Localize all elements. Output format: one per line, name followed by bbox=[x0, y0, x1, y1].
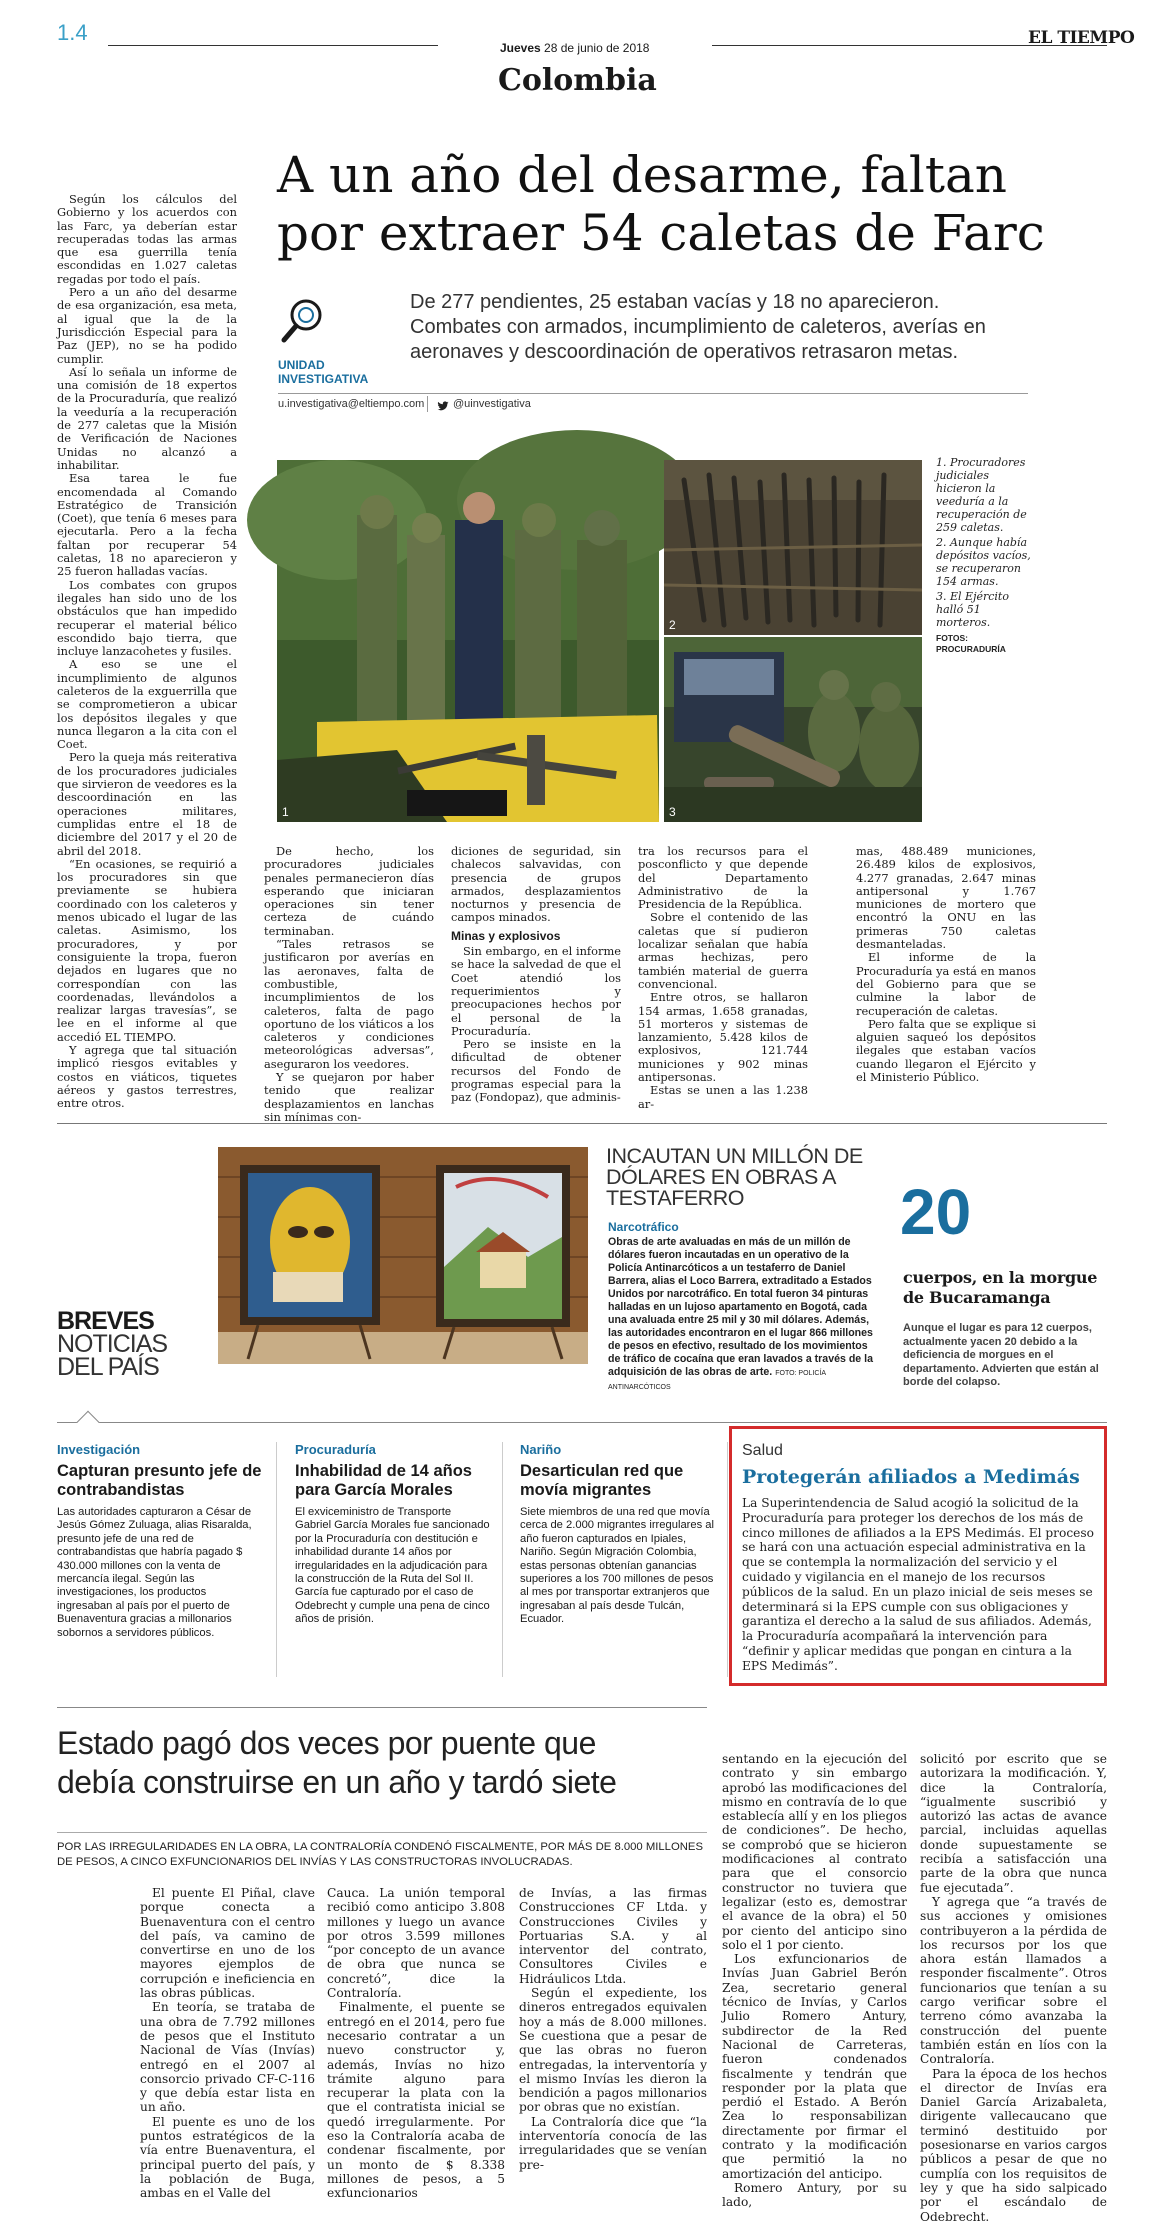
brief-investigacion bbox=[57, 1442, 262, 1640]
main-story-column-2 bbox=[264, 844, 434, 1124]
section-title: Colombia bbox=[498, 63, 657, 98]
photo-number: 1 bbox=[282, 805, 289, 819]
bridge-column-5 bbox=[920, 1752, 1107, 2224]
stat-title: cuerpos, en la morgue de Bucaramanga bbox=[903, 1268, 1098, 1307]
paragraph: sentando en la ejecución del contrato y sin embargo aprobó las modificaciones del mismo en contravía de lo que establecía allí y en los pliegos de condiciones”. De hecho, se comprobó que se hicieron modificaciones al contrato para que el consorcio constructor no tuviera que legalizar (esto es, demostrar el avance de la obra) el 50 por ciento del anticipo sino solo el 1 por ciento. bbox=[722, 1752, 907, 1952]
paragraph: Pero se insiste en la dificultad de obtener recursos del Fondo de programas especial para la paz (Fondopaz), que adminis- bbox=[451, 1037, 621, 1105]
paragraph: Estas se unen a las 1.238 ar- bbox=[638, 1083, 808, 1111]
paragraph: Pero a un año del desarme de esa organización, esa meta, al igual que la de la Jurisdicción Especial para la Paz (JEP), no se ha podido cumplir. bbox=[57, 285, 237, 366]
art-headline: INCAUTAN UN MILLÓN DE DÓLARES EN OBRAS A TESTAFERRO bbox=[606, 1144, 863, 1210]
paragraph: Así lo señala un informe de una comisión de 18 expertos de la Procuraduría, que realizó la veeduría a la recuperación de 277 caletas que la Misión de Verificación de Naciones Unidas no alcanzó a inhabilitar. bbox=[57, 364, 237, 472]
bridge-headline-line-2: debía construirse en un año y tardó siete bbox=[57, 1764, 617, 1800]
bridge-deck: POR LAS IRREGULARIDADES EN LA OBRA, LA CONTRALORÍA CONDENÓ FISCALMENTE, POR MÁS DE 8.000 MILLONES DE PESOS, A CINCO EXFUNCIONARIOS DEL INVÍAS Y LAS CONSTRUCTORAS INVOLUCRADAS. bbox=[57, 1841, 703, 1868]
byline-separator bbox=[427, 396, 428, 412]
art-body-text: Obras de arte avaluadas en más de un millón de dólares fueron incautadas en un operativo de la Policía Antinarcóticos a un testaferro de Daniel Barrera, alias el Loco Barrera, extraditado a Estados Unidos por narcotráfico. En total fueron 34 pinturas halladas en un lujoso apartamento en Bogotá, cada una avaluada entre 25 mil y 30 mil dólares. Además, las autoridades encontraron en el lugar 866 millones de pesos en efectivo, resultado de los movimientos de tráfico de cocaína que eran lavados a través de la adquisición de las obras de arte. bbox=[608, 1236, 873, 1378]
bridge-deck-rule bbox=[57, 1832, 707, 1833]
paragraph: La Contraloría dice que “la interventoría conocía de las irregularidades que se venían pre- bbox=[519, 2114, 707, 2172]
paragraph: Según el expediente, los dineros entregados equivalen hoy a más de 8.000 millones. Se cuestiona que a pesar de que las obras no fueron entregadas, la interventoría y el mismo Invías les dieron la bendición a pagos millonarios por obras que no existían. bbox=[519, 1986, 707, 2115]
paragraph: El informe de la Procuraduría ya está en manos del Gobierno para que se culmine la labor de recuperación de caletas. bbox=[856, 950, 1036, 1018]
art-section: Narcotráfico bbox=[608, 1220, 679, 1234]
breves-label bbox=[57, 1307, 168, 1381]
main-headline-line-1: A un año del desarme, faltan bbox=[277, 146, 1007, 204]
paragraph: “Tales retrasos se justificaron por averías en las aeronaves, falta de combustible, incumplimientos de los caleteros, falta de pago oportuno de los viáticos a los caleteros y condiciones meteorológicas adversas”, aseguraron los veedores. bbox=[264, 937, 434, 1071]
brief-section: Salud bbox=[742, 1442, 783, 1459]
main-headline bbox=[277, 146, 1045, 262]
photo-weapons-cache bbox=[664, 460, 922, 635]
paragraph: Los combates con grupos ilegales han sido uno de los obstáculos que han impedido recuperar el material bélico escondido bajo tierra, que incluye lanzacohetes y fusiles. bbox=[57, 577, 237, 659]
stat-body: Aunque el lugar es para 12 cuerpos, actualmente yacen 20 debido a la deficiencia de morgues en el departamento. Advierten que están al borde del colapso. bbox=[903, 1322, 1099, 1388]
photo-mortars-truck bbox=[664, 637, 922, 822]
magnifier-icon bbox=[278, 295, 328, 345]
paragraph: Romero Antury, por su lado, bbox=[722, 2180, 907, 2210]
paragraph: Pero la queja más reiterativa de los procuradores judiciales que sirvieron de veedores es la descoordinación en las operaciones militares, cumplidas entre el 18 de diciembre del 2017 y el 20 de abril del 2018. bbox=[57, 750, 238, 858]
breves-label-line-3: DEL PAÍS bbox=[57, 1353, 159, 1381]
paragraph: Sobre el contenido de las caletas que sí pudieron localizar señalan que había armas hechizas, pero también material de guerra convencional. bbox=[638, 910, 808, 991]
paragraph: Según los cálculos del Gobierno y los acuerdos con las Farc, ya deberían estar recuperadas todas las armas que esa guerrilla tenía escondidas en 1.027 caletas regadas por todo el país. bbox=[57, 192, 237, 286]
bridge-divider bbox=[57, 1707, 707, 1708]
breves-label-line-2: NOTICIAS bbox=[57, 1330, 168, 1358]
unit-label bbox=[278, 358, 368, 386]
paragraph: diciones de seguridad, sin chalecos salvavidas, con presencia de grupos armados, desplazamientos nocturnos y presencia de campos minados. bbox=[451, 844, 621, 925]
brief-body: Las autoridades capturaron a César de Jesús Gómez Zuluaga, alias Risaralda, presunto jefe de una red de contrabandistas que habría pagado $ 430.000 millones con la venta de mercancía ilegal. Según las investigaciones, los productos ingresaban al país por el puerto de Buenaventura gracias a millonarios sobornos a servidores públicos. bbox=[57, 1506, 252, 1639]
art-photo-credit: FOTO: POLICÍA ANTINARCÓTICOS bbox=[608, 1370, 826, 1391]
paragraph: Y agrega que “a través de sus acciones y omisiones contribuyeron a la pérdida de los recursos por los que ahora están llamados a responder fiscalmente”. Otros funcionarios que tenían a su cargo verificar sobre el terreno cómo avanzaba la construcción del puente también están en líos con la Contraloría. bbox=[920, 1894, 1107, 2067]
main-story-column-5 bbox=[856, 845, 1036, 1085]
byline-rule bbox=[278, 393, 1028, 394]
stat-number: 20 bbox=[900, 1176, 972, 1248]
paragraph: “En ocasiones, se requirió a los procuradores sin que previamente se hubiera coordinado con los caleteros y menos ubicado el lugar de las caletas. Asimismo, los procuradores, y por consiguiente la tropa, fueron dejados en lugares que no correspondían con las coordenadas, llevándolos a realizar largas travesías”, se lee en el informe al que accedió EL TIEMPO. bbox=[57, 856, 237, 1044]
brief-body: La Superintendencia de Salud acogió la solicitud de la Procuraduría para proteger los derechos de los más de cinco millones de afiliados a la EPS Medimás. El proceso se hará con una actuación especial administrativa en la que se contempla la normalización del servicio y el cuidado y vigilancia en el manejo de los recursos públicos de la salud. En un plazo inicial de seis meses se determinará si la EPS cumple con sus obligaciones y garantiza el derecho a la salud de sus afiliados. Además, la Procuraduría acompañará la intervención para “definir y aplicar medidas que pongan en cintura a la EPS Medimás”. bbox=[742, 1496, 1094, 1673]
paragraph: Esa tarea le fue encomendada al Comando Estratégico de Transición (Coet), que tenía 6 meses para ejecutarla. Pero a la fecha faltan por recuperar 54 caletas, 18 no aparecieron y 25 fueron halladas vacías. bbox=[57, 471, 237, 579]
breves-divider bbox=[57, 1422, 1107, 1423]
page-date: Jueves 28 de junio de 2018 bbox=[500, 41, 650, 55]
main-story-column-1 bbox=[57, 192, 238, 1111]
brief-narino bbox=[520, 1442, 715, 1627]
bridge-column-2 bbox=[327, 1886, 505, 2201]
paragraph: Cauca. La unión temporal recibió como anticipo 3.808 millones y luego un avance por otros 3.599 millones “por concepto de un avance de obra que nunca se concretó”, dice la Contraloría. bbox=[327, 1886, 505, 2001]
paragraph: tra los recursos para el posconflicto y que depende del Departamento Administrativo de la Presidencia de la República. bbox=[638, 844, 808, 912]
paragraph: mas, 488.489 municiones, 26.489 kilos de explosivos, 4.277 granadas, 2.647 minas antipersonal y 1.767 municiones de mortero que encontró la ONU en las primeras 750 caletas desmanteladas. bbox=[856, 844, 1036, 952]
paragraph: de Invías, a las firmas Construcciones CF Ltda. y Construcciones Civiles y Portuarias S.A. y al interventor del contrato, Consultores Civiles e Hidráulicos Ltda. bbox=[519, 1886, 707, 1986]
brief-title: Desarticulan red que movía migrantes bbox=[520, 1462, 684, 1499]
unit-label-line-2: INVESTIGATIVA bbox=[278, 372, 369, 386]
section-divider bbox=[57, 1123, 1107, 1124]
bridge-headline-line-1: Estado pagó dos veces por puente que bbox=[57, 1725, 596, 1761]
caption-2: 2. Aunque había depósitos vacíos, se recuperaron 154 armas. bbox=[936, 536, 1031, 588]
paragraph: Sin embargo, en el informe se hace la salvedad de que el Coet atendió los requerimientos y preocupaciones hechos por el personal de la Procuraduría. bbox=[451, 944, 621, 1038]
bridge-column-4 bbox=[722, 1752, 907, 2210]
photo-soldiers-jungle bbox=[277, 460, 659, 822]
brand-logo: EL TIEMPO bbox=[1028, 28, 1135, 48]
brief-title: Inhabilidad de 14 años para García Morales bbox=[295, 1462, 472, 1499]
reporter-twitter: @uinvestigativa bbox=[453, 398, 531, 410]
caption-1: 1. Procuradores judiciales hicieron la veeduría a la recuperación de 259 caletas. bbox=[936, 456, 1027, 534]
brief-title: Protegerán afiliados a Medimás bbox=[742, 1466, 1080, 1488]
brief-title: Capturan presunto jefe de contrabandistas bbox=[57, 1462, 262, 1499]
paragraph: solicitó por escrito que se autorizara la modificación. Y, dice la Contraloría, “igualmente suscribió y autorizó las actas de avance parcial, incluidas aquellas donde supuestamente se recibía a satisfacción una parte de la obra que nunca fue ejecutada”. bbox=[920, 1752, 1107, 1895]
brief-section: Investigación bbox=[57, 1442, 141, 1457]
breves-divider-notch bbox=[77, 1411, 100, 1434]
paragraph: Pero falta que se explique si alguien saqueó los depósitos ilegales que estaban vacíos cuando llegaron el Ejército y el Ministerio Público. bbox=[856, 1016, 1036, 1085]
breves-label-line-1: BREVES bbox=[57, 1307, 154, 1335]
brief-section: Procuraduría bbox=[295, 1442, 376, 1457]
brief-separator bbox=[276, 1442, 277, 1677]
unit-label-line-1: UNIDAD bbox=[278, 358, 325, 372]
brief-salud bbox=[742, 1442, 1097, 1674]
paragraph: El puente El Piñal, clave porque conecta a Buenaventura con el centro del país, va camino de convertirse en uno de los mayores ejemplos de corrupción e ineficiencia en las obras públicas. bbox=[140, 1886, 315, 2001]
twitter-icon bbox=[437, 397, 449, 409]
photo-seized-paintings bbox=[218, 1147, 588, 1364]
photo-number: 2 bbox=[669, 618, 676, 632]
paragraph: Los exfuncionarios de Invías Juan Gabriel Berón Zea, secretario general técnico de Invías, y Carlos Julio Romero Antury, subdirector de la Red Nacional de Carreteras, fueron condenados fiscalmente y tendrán que responder por la plata que perdió el Estado. A Berón Zea lo responsabilizan directamente por firmar el contrato y la modificación que permitió la no amortización del anticipo. bbox=[722, 1952, 907, 2181]
art-body bbox=[608, 1236, 880, 1394]
main-deck: De 277 pendientes, 25 estaban vacías y 18 no aparecieron. Combates con armados, incumplimiento de caleteros, averías en aeronaves y descoordinación de operativos retrasaron metas. bbox=[410, 291, 986, 363]
main-headline-line-2: por extraer 54 caletas de Farc bbox=[277, 204, 1045, 262]
photo-credit: FOTOS: PROCURADURÍA bbox=[936, 633, 1006, 654]
paragraph: De hecho, los procuradores judiciales penales permanecieron días esperando que iniciaran operaciones sin tener certeza de cuándo terminaban. bbox=[264, 844, 434, 938]
paragraph: Y agrega que tal situación implicó riesgos evitables y costos en viáticos, tiquetes aéreos y gastos terrestres, entre otros. bbox=[57, 1043, 237, 1111]
paragraph: El puente es uno de los puntos estratégicos de la vía entre Buenaventura, el principal puerto del país, y la población de Buga, ambas en el Valle del bbox=[140, 2114, 315, 2201]
paragraph: Y se quejaron por haber tenido que realizar desplazamientos en lanchas sin mínimas con- bbox=[264, 1070, 434, 1124]
bridge-column-3 bbox=[519, 1886, 707, 2181]
paragraph: A eso se une el incumplimiento de algunos caleteros de la exguerrilla que se comprometieron a ubicar los depósitos ilegales y que nunca llegaron a la cita con el Coet. bbox=[57, 657, 237, 752]
paragraph: Para la época de los hechos el director de Invías era Daniel García Arizabaleta, dirigente vallecaucano que terminó destituido por posesionarse en varios cargos públicos a pesar de que no cumplía con los requisitos de ley y que ha sido salpicado por el escándalo de Odebrecht. bbox=[920, 2066, 1107, 2224]
brief-body: Siete miembros de una red que movía cerca de 2.000 migrantes irregulares al año fueron capturados en Ipiales, Nariño. Según Migración Colombia, estas personas obtenían ganancias superiores a los 700 millones de pesos al mes por transportar extranjeros que ingresaban al país desde Tulcán, Ecuador. bbox=[520, 1506, 715, 1626]
brief-section: Nariño bbox=[520, 1442, 562, 1457]
caption-3: 3. El Ejército halló 51 morteros. bbox=[936, 590, 1009, 629]
brief-separator bbox=[727, 1442, 728, 1677]
paragraph: Entre otros, se hallaron 154 armas, 1.658 granadas, 51 morteros y sistemas de lanzamiento, 5.428 kilos de explosivos, 121.744 municiones y 902 minas antipersonas. bbox=[638, 990, 808, 1085]
header-rule-left bbox=[108, 45, 438, 46]
main-story-column-4 bbox=[638, 844, 808, 1111]
paragraph: Finalmente, el puente se entregó en el 2014, pero fue necesario contratar a un nuevo constructor y, además, Invías no hizo trámite alguno para recuperar la plata con la que el contratista inicial se quedó irregularmente. Por eso la Contraloría acaba de condenar fiscalmente, por un monto de $ 8.338 millones de pesos, a 5 exfuncionarios bbox=[327, 2000, 505, 2201]
paragraph: En teoría, se trataba de una obra de 7.792 millones de pesos que el Instituto Nacional de Vías (Invías) entregó en el 2007 al consorcio privado CF-C-116 y que debía estar lista en un año. bbox=[140, 2000, 315, 2115]
brief-separator bbox=[502, 1442, 503, 1677]
photo-captions bbox=[936, 456, 1036, 655]
page-number: 1.4 bbox=[57, 20, 88, 45]
reporter-email: u.investigativa@eltiempo.com bbox=[278, 398, 425, 410]
bridge-column-1 bbox=[140, 1886, 315, 2201]
main-story-column-3 bbox=[451, 844, 621, 1105]
photo-number: 3 bbox=[669, 805, 676, 819]
bridge-headline bbox=[57, 1724, 616, 1802]
subhead: Minas y explosivos bbox=[451, 928, 561, 943]
brief-body: El exviceministro de Transporte Gabriel García Morales fue sancionado por la Procuraduría con destitución e inhabilidad durante 14 años por irregularidades en la adjudicación para la construcción de la Ruta del Sol II. García fue capturado por el caso de Odebrecht y cumple una pena de cinco años de prisión. bbox=[295, 1506, 490, 1626]
brief-procuraduria bbox=[295, 1442, 490, 1627]
